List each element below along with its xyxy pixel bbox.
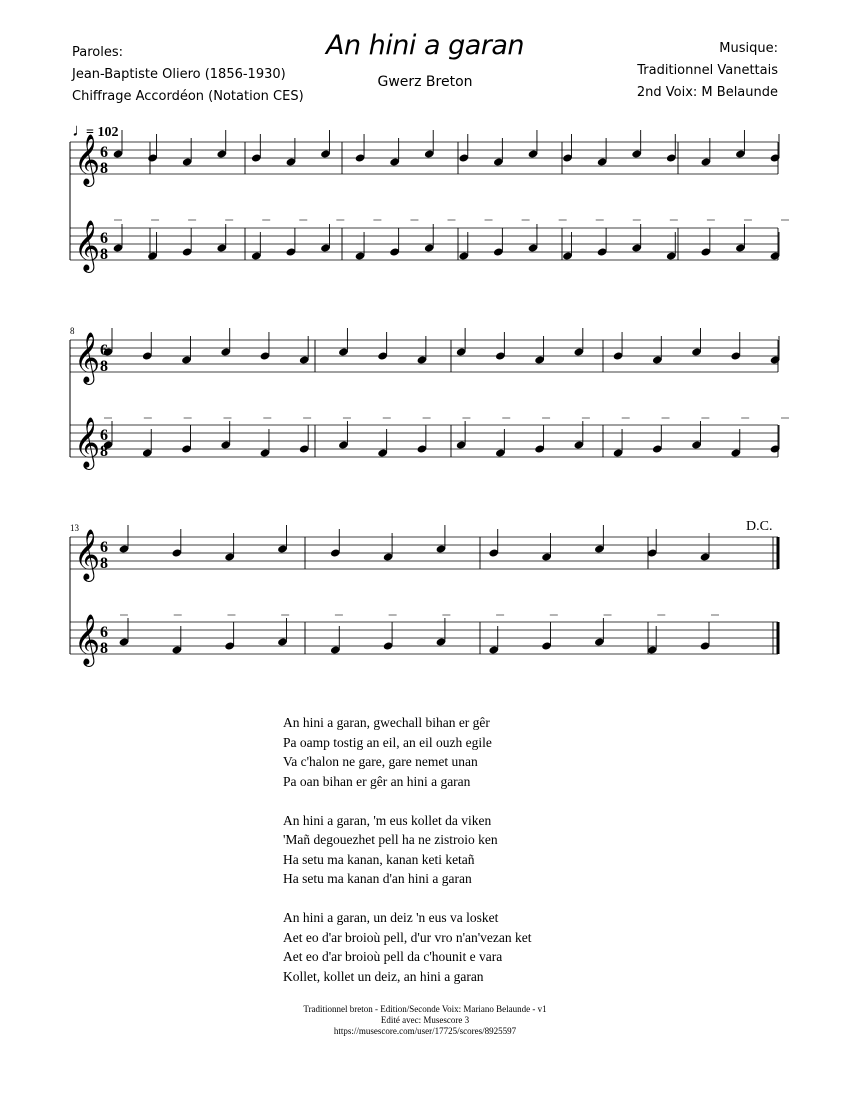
verse-line: Aet eo d'ar broioù pell da c'hounit e vara xyxy=(283,949,503,964)
tempo-marking: = 102 xyxy=(86,125,119,140)
time-signature-bottom: 8 xyxy=(100,443,108,460)
stanza xyxy=(283,908,532,986)
song-title: An hini a garan xyxy=(325,30,525,61)
note-heads xyxy=(103,130,781,655)
verses-block xyxy=(283,713,532,1006)
verse-line: An hini a garan, 'm eus kollet da viken xyxy=(283,812,492,828)
verse-line: Kollet, kollet un deiz, an hini a garan xyxy=(283,968,484,984)
measure-number: 8 xyxy=(70,326,75,336)
verse-line: Va c'halon ne gare, gare nemet unan xyxy=(283,754,478,769)
treble-clef-icon: 𝄞 xyxy=(74,333,101,382)
clef-icons xyxy=(74,135,108,667)
time-signature-bottom: 8 xyxy=(100,358,108,375)
time-signature-bottom: 8 xyxy=(100,555,108,572)
verse-line: Ha setu ma kanan d'an hini a garan xyxy=(283,871,472,886)
time-signature-top: 6 xyxy=(100,342,108,359)
time-signature-top: 6 xyxy=(100,230,108,247)
credit-second-voice: 2nd Voix: M Belaunde xyxy=(636,85,778,100)
fingering-top-row xyxy=(104,220,789,615)
treble-clef-icon: 𝄞 xyxy=(74,418,101,467)
footer-line: https://musescore.com/user/17725/scores/8925597 xyxy=(333,1026,517,1036)
verse-line: Pa oamp tostig an eil, an eil ouzh egile xyxy=(283,734,492,750)
time-signature-top: 6 xyxy=(100,539,108,556)
verse-line: Aet eo d'ar broioù pell, d'ur vro n'an'vezan ket xyxy=(283,929,532,945)
treble-clef-icon: 𝄞 xyxy=(74,221,101,270)
time-signature-top: 6 xyxy=(100,144,108,161)
time-signature-top: 6 xyxy=(100,427,108,444)
footer-line: Edité avec: Musescore 3 xyxy=(380,1015,470,1025)
treble-clef-icon: 𝄞 xyxy=(74,135,101,184)
time-signature-bottom: 8 xyxy=(100,246,108,263)
da-capo-marking: D.C. xyxy=(746,519,773,534)
page-footer xyxy=(0,1004,850,1037)
quarter-note-icon: ♩ xyxy=(72,120,90,140)
footer-line: Traditionnel breton - Edition/Seconde Voix: Mariano Belaunde - v1 xyxy=(303,1004,547,1014)
credit-lyricist: Jean-Baptiste Oliero (1856-1930) xyxy=(72,67,286,82)
verse-line: An hini a garan, un deiz 'n eus va losket xyxy=(283,910,499,925)
measure-number: 13 xyxy=(70,523,79,533)
credit-label: Musique: xyxy=(719,41,778,56)
time-signature-bottom: 8 xyxy=(100,640,108,657)
credit-label: Paroles: xyxy=(72,45,123,60)
time-signature-top: 6 xyxy=(100,624,108,641)
stanza xyxy=(283,713,532,791)
song-subtitle: Gwerz Breton xyxy=(377,74,473,90)
time-signature-bottom: 8 xyxy=(100,160,108,177)
barlines xyxy=(70,142,778,654)
treble-clef-icon: 𝄞 xyxy=(74,530,101,579)
verse-line: 'Mañ degouezhet pell ha ne zistroio ken xyxy=(283,832,498,847)
verse-line: Pa oan bihan er gêr an hini a garan xyxy=(283,773,471,789)
stanza xyxy=(283,811,532,889)
treble-clef-icon: 𝄞 xyxy=(74,615,101,664)
verse-line: An hini a garan, gwechall bihan er gêr xyxy=(283,715,490,730)
credit-chord-notation: Chiffrage Accordéon (Notation CES) xyxy=(72,89,304,104)
verse-line: Ha setu ma kanan, kanan keti ketañ xyxy=(283,851,475,867)
credit-composer: Traditionnel Vanettais xyxy=(637,63,778,78)
staff-lines xyxy=(70,142,778,654)
